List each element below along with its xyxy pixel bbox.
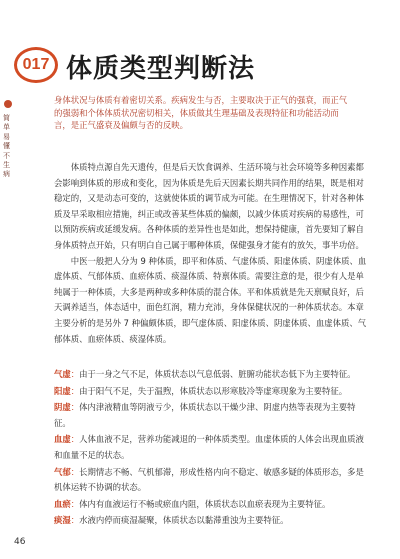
- type-desc: 体内有血液运行不畅或瘀血内阻，体质状态以血瘀表现为主要特征。: [79, 498, 331, 509]
- type-desc: 体内津液精血等阴液亏少，体质状态以干燥少津、阴虚内热等表现为主要特征。: [54, 402, 356, 428]
- type-desc: 由于一身之气不足，体质状态以气息低弱、脏腑功能状态低下为主要特征。: [79, 369, 356, 379]
- type-item-tanshi: [54, 513, 372, 529]
- constitution-type-list: [54, 367, 372, 530]
- type-desc: 人体血液不足，营养功能减退的一种体质类型。血虚体质的人体会出现血质液和血量不足的状态。: [54, 434, 364, 460]
- type-separator: ：: [70, 515, 80, 526]
- type-item-yangxu: [54, 384, 372, 400]
- type-name: 痰湿: [54, 515, 71, 526]
- type-name: 血瘀: [54, 498, 71, 509]
- type-separator: ：: [70, 498, 80, 509]
- type-name: 气虚: [54, 369, 71, 379]
- type-name: 气郁: [54, 466, 71, 477]
- type-item-qixu: [54, 367, 372, 383]
- sidebar-label: 简单易懂不生病: [3, 114, 10, 179]
- sidebar: [0, 28, 16, 559]
- section-header: [14, 47, 314, 87]
- type-separator: ：: [70, 369, 80, 379]
- type-desc: 长期情志不畅、气机郁滞，形成性格内向不稳定、敏感多疑的体质形态，多是机体运转不协调的状态。: [54, 466, 364, 493]
- type-separator: ：: [70, 402, 80, 413]
- type-desc: 水液内停而痰湿凝聚，体质状态以黏滞重浊为主要特征。: [79, 515, 289, 526]
- type-desc: 由于阳气不足，失于温煦，体质状态以形寒肢冷等虚寒现象为主要特征。: [79, 385, 348, 396]
- page-number: 46: [14, 537, 26, 547]
- type-separator: ：: [70, 466, 80, 477]
- type-separator: ：: [70, 385, 80, 396]
- sidebar-bullet-icon: [4, 100, 12, 108]
- paragraph: 体质特点源自先天遗传，但是后天饮食调养、生活环境与社会环境等多种因素都会影响到体质的形成和变化，因为体质是先后天因素长期共同作用的结果，既是相对稳定的，又是动态可变的，这就使体质的调节成为可能。在生理情况下，针对各种体质及早采取相应措施，纠正或改善某些体质的偏颇，以减少体质对疾病的易感性，可以预防疾病或延缓发病。各种体质的差异性也是如此，想保持健康，首先要知了解自身体质特点开始，只有明白自己属于哪种体质，保健强身才能有的放矢，事半功倍。: [54, 162, 364, 250]
- paragraph: 中医一般把人分为 9 种体质，即平和体质、气虚体质、阳虚体质、阴虚体质、血虚体质、气郁体质、血瘀体质、痰湿体质、特禀体质。需要注意的是，很少有人是单纯属于一种体质，大多是两种或多种体质的混合体。平和体质就是先天禀赋良好，后天调养适当，体态适中，面色红润，精力充沛，身体保健状况的一种体质状态。本章主要分析的是另外 7 种偏颇体质，即气虚体质、阳虚体质、阴虚体质、血虚体质、气郁体质、血瘀体质、痰湿体质。: [54, 255, 367, 344]
- type-item-xueyu: [54, 497, 372, 513]
- type-name: 阳虚: [54, 385, 71, 396]
- intro-text: 身体状况与体质有着密切关系。疾病发生与否，主要取决于正气的强衰，而正气的强弱和个体体质状况密切相关，体质做其生理基础及表现特征和功能活动而言，是正气盛衰及偏颇与否的反映。: [54, 95, 348, 131]
- type-name: 阴虚: [54, 402, 71, 413]
- body-text: [54, 160, 372, 347]
- type-item-yinxu: [54, 400, 372, 431]
- type-separator: ：: [70, 434, 80, 445]
- section-number-badge: 017: [14, 47, 58, 83]
- type-item-xuexu: [54, 432, 372, 463]
- type-name: 血虚: [54, 434, 71, 445]
- page-title: 体质类型判断法: [66, 54, 256, 84]
- type-item-qiyu: [54, 465, 372, 496]
